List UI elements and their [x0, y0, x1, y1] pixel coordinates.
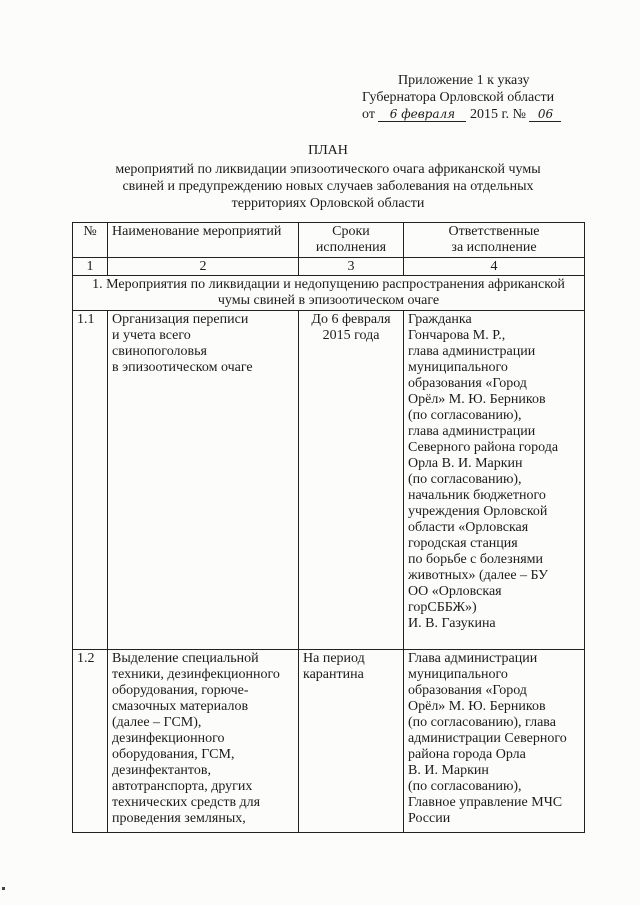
index-cell: 2	[108, 258, 299, 276]
row-name: Организация переписи и учета всего свинопоголовья в эпизоотическом очаге	[108, 311, 299, 650]
title-heading: ПЛАН	[308, 143, 348, 158]
appendix-year-label: 2015 г. №	[469, 107, 526, 122]
header-name: Наименование мероприятий	[108, 223, 299, 258]
title-subheading: мероприятий по ликвидации эпизоотического очага африканской чумы свиней и предупреждению новых случаев заболевания на отдельных территориях Орловской области	[115, 162, 541, 211]
index-cell: 4	[404, 258, 585, 276]
section-row	[73, 276, 585, 311]
handwritten-date: 6 февраля	[378, 108, 466, 122]
header-term: Сроки исполнения	[299, 223, 404, 258]
row-resp: Гражданка Гончарова М. Р., глава администрации муниципального образования «Город Орёл» М. Ю. Берников (по согласованию), глава администрации Северного района города Орла В. И. Маркин (по согласованию), начальник бюджетного учреждения Орловской области «Орловская городская станция по борьбе с болезнями животных» (далее – БУ ОО «Орловская горСББЖ») И. В. Газукина	[404, 311, 585, 650]
section-title: 1. Мероприятия по ликвидации и недопущению распространения африканской чумы свиней в эпизоотическом очаге	[73, 276, 585, 311]
scan-speck	[2, 887, 5, 890]
table-row	[73, 311, 585, 650]
header-resp: Ответственные за исполнение	[404, 223, 585, 258]
index-cell: 1	[73, 258, 108, 276]
appendix-date-prefix: от	[362, 107, 375, 122]
appendix-line3	[362, 106, 612, 123]
row-num: 1.1	[73, 311, 108, 650]
table-row	[73, 650, 585, 833]
table-header-row	[73, 223, 585, 258]
row-term: До 6 февраля 2015 года	[299, 311, 404, 650]
appendix-line1: Приложение 1 к указу	[398, 73, 530, 88]
handwritten-number: 06	[529, 108, 561, 122]
plan-table	[72, 222, 585, 833]
row-term: На период карантина	[299, 650, 404, 833]
appendix-block	[362, 72, 612, 123]
document-title	[96, 142, 560, 212]
row-resp: Глава администрации муниципального образования «Город Орёл» М. Ю. Берников (по согласованию), глава администрации Северного района города Орла В. И. Маркин (по согласованию), Главное управление МЧС России	[404, 650, 585, 833]
table-index-row	[73, 258, 585, 276]
appendix-line2: Губернатора Орловской области	[362, 90, 555, 105]
index-cell: 3	[299, 258, 404, 276]
row-num: 1.2	[73, 650, 108, 833]
row-name: Выделение специальной техники, дезинфекционного оборудования, горюче- смазочных материалов (далее – ГСМ), дезинфекционного оборудования, ГСМ, дезинфектантов, автотранспорта, других технических средств для проведения земляных,	[108, 650, 299, 833]
header-num: №	[73, 223, 108, 258]
